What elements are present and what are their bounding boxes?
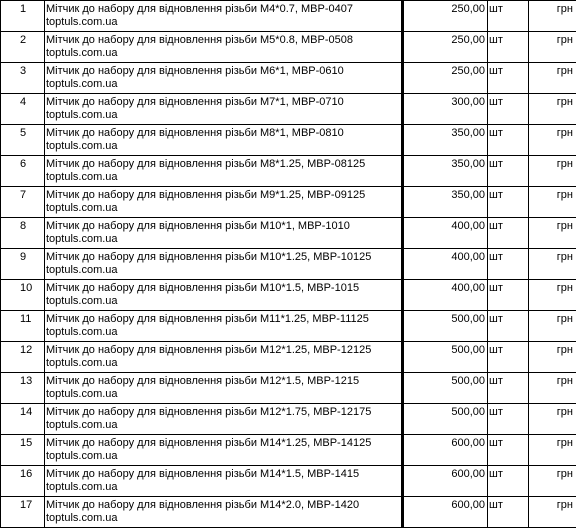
currency-cell[interactable]: грн [529,435,576,466]
price-cell[interactable]: 300,00 [404,94,488,125]
currency-cell[interactable]: грн [529,249,576,280]
table-row[interactable] [1,435,576,466]
product-name: Мітчик до набору для відновлення різьби М14*2.0, MBP-1420 [46,499,401,512]
table-row[interactable] [1,466,576,497]
price-cell[interactable]: 350,00 [404,187,488,218]
product-name: Мітчик до набору для відновлення різьби М8*1, MBP-0810 [46,127,401,140]
table-row[interactable] [1,125,576,156]
product-name: Мітчик до набору для відновлення різьби М12*1.25, MBP-12125 [46,344,401,357]
price-cell[interactable]: 500,00 [404,404,488,435]
currency-cell[interactable]: грн [529,404,576,435]
product-name: Мітчик до набору для відновлення різьби М12*1.5, MBP-1215 [46,375,401,388]
currency-cell[interactable]: грн [529,63,576,94]
product-site: toptuls.com.ua [46,481,401,494]
row-number[interactable]: 16 [1,466,45,497]
row-number[interactable]: 6 [1,156,45,187]
table-row[interactable] [1,187,576,218]
unit-cell[interactable]: шт [488,156,529,187]
product-site: toptuls.com.ua [46,202,401,215]
product-site: toptuls.com.ua [46,295,401,308]
product-site: toptuls.com.ua [46,512,401,525]
product-site: toptuls.com.ua [46,47,401,60]
unit-cell[interactable]: шт [488,218,529,249]
row-number[interactable]: 5 [1,125,45,156]
product-name: Мітчик до набору для відновлення різьби М11*1.25, MBP-11125 [46,313,401,326]
price-cell[interactable]: 500,00 [404,373,488,404]
product-site: toptuls.com.ua [46,419,401,432]
currency-cell[interactable]: грн [529,466,576,497]
unit-cell[interactable]: шт [488,249,529,280]
product-name-cell[interactable] [45,32,402,63]
table-row[interactable] [1,94,576,125]
price-cell[interactable]: 600,00 [404,435,488,466]
price-cell[interactable]: 400,00 [404,249,488,280]
product-name-cell[interactable] [45,125,402,156]
product-name-cell[interactable] [45,342,402,373]
table-row[interactable] [1,32,576,63]
product-name: Мітчик до набору для відновлення різьби М10*1.5, MBP-1015 [46,282,401,295]
currency-cell[interactable]: грн [529,32,576,63]
product-name-cell[interactable] [45,404,402,435]
price-cell[interactable]: 600,00 [404,466,488,497]
product-name: Мітчик до набору для відновлення різьби М14*1.25, MBP-14125 [46,437,401,450]
unit-cell[interactable]: шт [488,63,529,94]
product-name: Мітчик до набору для відновлення різьби М4*0.7, MBP-0407 [46,3,401,16]
product-site: toptuls.com.ua [46,233,401,246]
product-name-cell[interactable] [45,1,402,32]
row-number[interactable]: 11 [1,311,45,342]
price-list-body [1,1,576,528]
price-cell[interactable]: 250,00 [404,1,488,32]
product-name: Мітчик до набору для відновлення різьби М10*1, MBP-1010 [46,220,401,233]
product-site: toptuls.com.ua [46,450,401,463]
table-row[interactable] [1,404,576,435]
table-row[interactable] [1,342,576,373]
unit-cell[interactable]: шт [488,311,529,342]
currency-cell[interactable]: грн [529,125,576,156]
currency-cell[interactable]: грн [529,94,576,125]
currency-cell[interactable]: грн [529,311,576,342]
row-number[interactable]: 13 [1,373,45,404]
price-cell[interactable]: 250,00 [404,63,488,94]
unit-cell[interactable]: шт [488,280,529,311]
row-number[interactable]: 12 [1,342,45,373]
row-number[interactable]: 17 [1,497,45,528]
product-name: Мітчик до набору для відновлення різьби М5*0.8, MBP-0508 [46,34,401,47]
row-number[interactable]: 3 [1,63,45,94]
product-name-cell[interactable] [45,249,402,280]
table-row[interactable] [1,249,576,280]
unit-cell[interactable]: шт [488,187,529,218]
table-row[interactable] [1,1,576,32]
table-row[interactable] [1,63,576,94]
row-number[interactable]: 14 [1,404,45,435]
product-name-cell[interactable] [45,435,402,466]
product-site: toptuls.com.ua [46,109,401,122]
product-name: Мітчик до набору для відновлення різьби М6*1, MBP-0610 [46,65,401,78]
product-name: Мітчик до набору для відновлення різьби М9*1.25, MBP-09125 [46,189,401,202]
currency-cell[interactable]: грн [529,280,576,311]
price-cell[interactable]: 500,00 [404,311,488,342]
product-name-cell[interactable] [45,311,402,342]
currency-cell[interactable]: грн [529,342,576,373]
product-name-cell[interactable] [45,156,402,187]
price-cell[interactable]: 350,00 [404,125,488,156]
table-row[interactable] [1,280,576,311]
product-name-cell[interactable] [45,373,402,404]
unit-cell[interactable]: шт [488,497,529,528]
row-number[interactable]: 15 [1,435,45,466]
row-number[interactable]: 9 [1,249,45,280]
price-cell[interactable]: 600,00 [404,497,488,528]
table-row[interactable] [1,497,576,528]
product-site: toptuls.com.ua [46,140,401,153]
unit-cell[interactable]: шт [488,32,529,63]
product-name: Мітчик до набору для відновлення різьби М14*1.5, MBP-1415 [46,468,401,481]
unit-cell[interactable]: шт [488,94,529,125]
product-name: Мітчик до набору для відновлення різьби М7*1, MBP-0710 [46,96,401,109]
row-number[interactable]: 1 [1,1,45,32]
unit-cell[interactable]: шт [488,404,529,435]
table-row[interactable] [1,311,576,342]
unit-cell[interactable]: шт [488,125,529,156]
product-site: toptuls.com.ua [46,326,401,339]
product-name: Мітчик до набору для відновлення різьби М8*1.25, MBP-08125 [46,158,401,171]
currency-cell[interactable]: грн [529,187,576,218]
product-name-cell[interactable] [45,280,402,311]
table-row[interactable] [1,156,576,187]
product-name-cell[interactable] [45,218,402,249]
price-cell[interactable]: 400,00 [404,218,488,249]
currency-cell[interactable]: грн [529,156,576,187]
table-row[interactable] [1,373,576,404]
currency-cell[interactable]: грн [529,373,576,404]
currency-cell[interactable]: грн [529,218,576,249]
product-name-cell[interactable] [45,466,402,497]
row-number[interactable]: 7 [1,187,45,218]
unit-cell[interactable]: шт [488,1,529,32]
product-name: Мітчик до набору для відновлення різьби М12*1.75, MBP-12175 [46,406,401,419]
product-site: toptuls.com.ua [46,171,401,184]
row-number[interactable]: 8 [1,218,45,249]
product-name: Мітчик до набору для відновлення різьби М10*1.25, MBP-10125 [46,251,401,264]
price-cell[interactable]: 250,00 [404,32,488,63]
row-number[interactable]: 10 [1,280,45,311]
product-site: toptuls.com.ua [46,78,401,91]
product-site: toptuls.com.ua [46,357,401,370]
product-site: toptuls.com.ua [46,264,401,277]
unit-cell[interactable]: шт [488,342,529,373]
currency-cell[interactable]: грн [529,1,576,32]
product-name-cell[interactable] [45,187,402,218]
currency-cell[interactable]: грн [529,497,576,528]
price-cell[interactable]: 500,00 [404,342,488,373]
product-name-cell[interactable] [45,497,402,528]
unit-cell[interactable]: шт [488,435,529,466]
table-row[interactable] [1,218,576,249]
row-number[interactable]: 2 [1,32,45,63]
price-cell[interactable]: 350,00 [404,156,488,187]
unit-cell[interactable]: шт [488,373,529,404]
product-name-cell[interactable] [45,94,402,125]
price-cell[interactable]: 400,00 [404,280,488,311]
row-number[interactable]: 4 [1,94,45,125]
unit-cell[interactable]: шт [488,466,529,497]
product-site: toptuls.com.ua [46,388,401,401]
product-site: toptuls.com.ua [46,16,401,29]
product-name-cell[interactable] [45,63,402,94]
